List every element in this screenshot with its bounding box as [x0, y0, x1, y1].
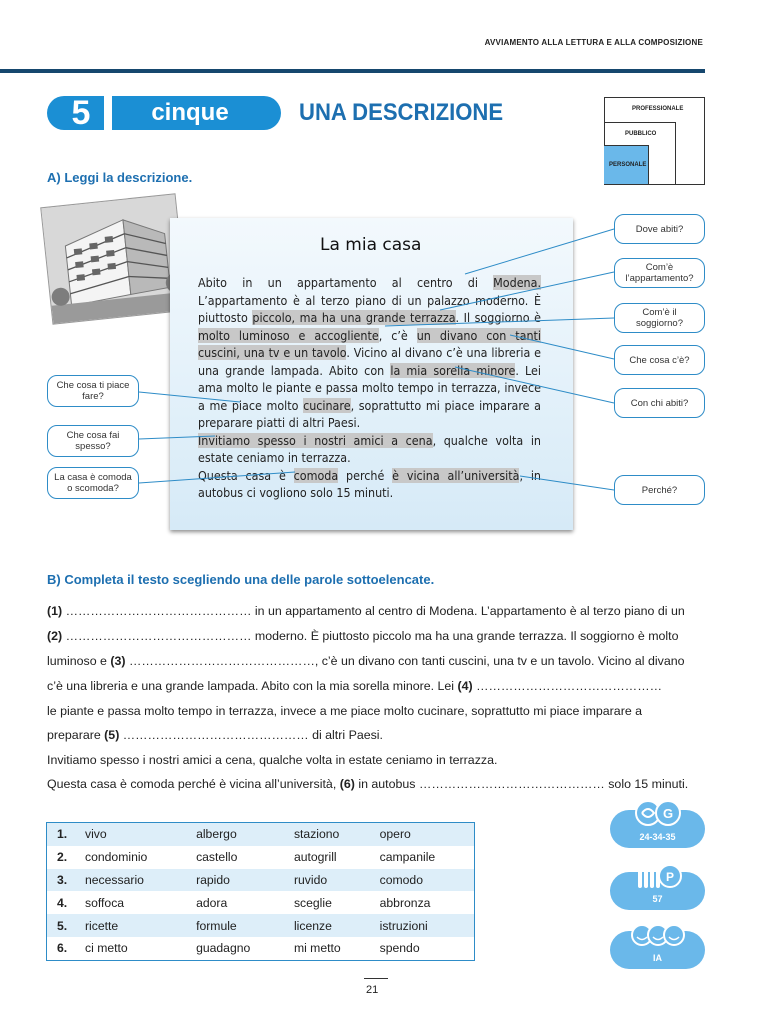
text-segment: perché: [338, 467, 393, 483]
text-segment: . Vicino al divano c’è una libreria e una grande lampada. Abito con: [198, 345, 541, 378]
word-option: comodo: [374, 869, 475, 892]
grammar-icon: [628, 798, 688, 828]
blank-number: (3): [110, 654, 126, 668]
line-text: Invitiamo spesso i nostri amici a cena, qualche volta in estate ceniamo in terrazza.: [47, 753, 498, 767]
group-badge: [610, 931, 705, 969]
highlight-furniture: un divano con tanti cuscini, una tv e un tavolo: [198, 327, 541, 360]
row-number: 3.: [47, 869, 80, 892]
line-text: luminoso e: [47, 654, 111, 668]
highlight-roommate: la mia sorella minore: [390, 362, 516, 378]
text-segment: . Il soggiorno è: [455, 310, 541, 325]
row-number: 1.: [47, 823, 80, 846]
description-text: [198, 274, 541, 502]
blank-number: (1): [47, 604, 63, 618]
word-option: guadagno: [190, 937, 288, 960]
line-text: ……………………………………… moderno. È piuttosto piccolo ma ha una grande terrazza. Il soggiorno è molto: [62, 629, 679, 643]
level-box-personal: [604, 145, 649, 185]
word-option: condominio: [79, 846, 190, 869]
page-number: 21: [366, 984, 379, 996]
level-label-personal: PERSONALE: [609, 162, 647, 168]
text-segment: , soprattutto mi piace imparare a preparare piatti di altri Paesi.: [198, 397, 541, 430]
level-label-public: PUBBLICO: [625, 131, 657, 137]
word-option: rapido: [190, 869, 288, 892]
word-option: formule: [190, 914, 288, 937]
word-option: sceglie: [288, 891, 374, 914]
exercise-line: [47, 629, 705, 643]
question-who-with: Con chi abiti?: [614, 388, 705, 418]
building-illustration: [41, 194, 186, 323]
exercise-line: [47, 704, 705, 718]
line-text: preparare: [47, 728, 105, 742]
table-row: [47, 869, 475, 892]
text-segment: Questa casa è: [198, 467, 294, 483]
line-text: Questa casa è comoda perché è vicina all’università,: [47, 777, 340, 791]
level-label-professional: PROFESSIONALE: [632, 106, 684, 112]
word-option: vivo: [79, 823, 190, 846]
text-segment: . Lei ama molto le piante e passa molto tempo in terrazza, invece a me piace molto: [198, 362, 541, 413]
text-segment: Abito in un appartamento al centro di: [198, 275, 494, 290]
blank-number: (6): [339, 777, 355, 791]
group-badge-label: IA: [653, 953, 662, 963]
row-number: 4.: [47, 891, 80, 914]
pronunciation-badge-label: 57: [652, 894, 663, 904]
word-option: mi metto: [288, 937, 374, 960]
highlight-living-room: molto luminoso e accogliente: [198, 327, 379, 343]
highlight-reason: è vicina all’università: [392, 467, 520, 483]
question-living-room: Com’è il soggiorno?: [614, 303, 705, 333]
exercise-line: [47, 728, 705, 742]
table-row: [47, 891, 475, 914]
line-text: in autobus ……………………………………… solo 15 minuti.: [354, 777, 689, 791]
word-option: istruzioni: [374, 914, 475, 937]
exercise-line: [47, 753, 705, 767]
badge-gap: [104, 96, 112, 130]
word-option: abbronza: [374, 891, 475, 914]
building-photo: [40, 193, 188, 325]
word-option: necessario: [79, 869, 190, 892]
word-option: soffoca: [79, 891, 190, 914]
blank-number: (5): [104, 728, 120, 742]
pronunciation-badge: [610, 872, 705, 910]
line-text: le piante e passa molto tempo in terrazza, invece a me piace molto cucinare, soprattutto mi piace imparare a: [47, 704, 643, 718]
table-row: [47, 846, 475, 869]
word-option: albergo: [190, 823, 288, 846]
question-where-live: Dove abiti?: [614, 214, 705, 244]
question-why: Perché?: [614, 475, 705, 505]
grammar-badge-label: 24-34-35: [639, 832, 676, 842]
question-apartment: Com’è l’appartamento?: [614, 258, 705, 288]
word-option: staziono: [288, 823, 374, 846]
line-text: ……………………………………… di altri Paesi.: [119, 728, 384, 742]
text-segment: , in autobus ci vogliono solo 15 minuti.: [198, 467, 541, 500]
unit-title: UNA DESCRIZIONE: [299, 99, 504, 126]
exercise-line: [47, 679, 705, 693]
section-b-heading: B) Completa il testo scegliendo una delle parole sottoelencate.: [47, 572, 435, 587]
running-header: AVVIAMENTO ALLA LETTURA E ALLA COMPOSIZIONE: [484, 38, 703, 47]
svg-text:P: P: [665, 870, 675, 884]
table-row: [47, 914, 475, 937]
highlight-apartment: piccolo, ma ha una grande terrazza: [252, 310, 456, 325]
highlight-city: Modena.: [493, 275, 541, 290]
blank-number: (2): [47, 629, 63, 643]
pronunciation-hand-icon: [632, 856, 684, 892]
question-what-like: Che cosa ti piace fare?: [47, 375, 139, 407]
line-text: c’è una libreria e una grande lampada. Abito con la mia sorella minore. Lei: [47, 679, 458, 693]
group-faces-icon: [630, 921, 686, 949]
text-segment: L’appartamento è al terzo piano di un palazzo moderno. È piuttosto: [198, 292, 541, 325]
word-option: ci metto: [79, 937, 190, 960]
header-rule: [0, 69, 705, 73]
page-number-rule: [364, 978, 388, 979]
line-text: ………………………………………: [472, 679, 662, 693]
line-text: ………………………………………, c’è un divano con tanti cuscini, una tv e un tavolo. Vicino al divano: [125, 654, 685, 668]
highlight-habit: Invitiamo spesso i nostri amici a cena: [198, 432, 433, 448]
row-number: 2.: [47, 846, 80, 869]
word-option: adora: [190, 891, 288, 914]
word-choice-table: [46, 822, 475, 961]
exercise-line: [47, 777, 705, 791]
word-option: licenze: [288, 914, 374, 937]
word-option: ricette: [79, 914, 190, 937]
word-option: opero: [374, 823, 475, 846]
question-what-often: Che cosa fai spesso?: [47, 425, 139, 457]
table-row: [47, 823, 475, 846]
unit-word-badge: cinque: [113, 96, 281, 130]
word-option: castello: [190, 846, 288, 869]
exercise-line: [47, 604, 705, 618]
word-option: autogrill: [288, 846, 374, 869]
svg-text:G: G: [662, 806, 674, 821]
row-number: 6.: [47, 937, 80, 960]
line-text: ……………………………………… in un appartamento al centro di Modena. L’appartamento è al terzo piano di un: [62, 604, 685, 618]
word-option: spendo: [374, 937, 475, 960]
word-option: campanile: [374, 846, 475, 869]
word-option: ruvido: [288, 869, 374, 892]
section-a-heading: A) Leggi la descrizione.: [47, 170, 193, 185]
question-comfortable: La casa è comoda o scomoda?: [47, 467, 139, 499]
blank-number: (4): [457, 679, 473, 693]
card-title: La mia casa: [320, 235, 422, 255]
row-number: 5.: [47, 914, 80, 937]
highlight-hobby: cucinare: [303, 397, 351, 413]
exercise-line: [47, 654, 705, 668]
question-what-is-there: Che cosa c’è?: [614, 345, 705, 375]
unit-number-badge: 5: [47, 96, 115, 130]
text-segment: , c’è: [378, 327, 417, 343]
text-segment: , qualche volta in estate ceniamo in terrazza.: [198, 432, 541, 465]
grammar-badge: [610, 806, 705, 848]
table-row: [47, 937, 475, 960]
highlight-comfort: comoda: [293, 467, 339, 483]
